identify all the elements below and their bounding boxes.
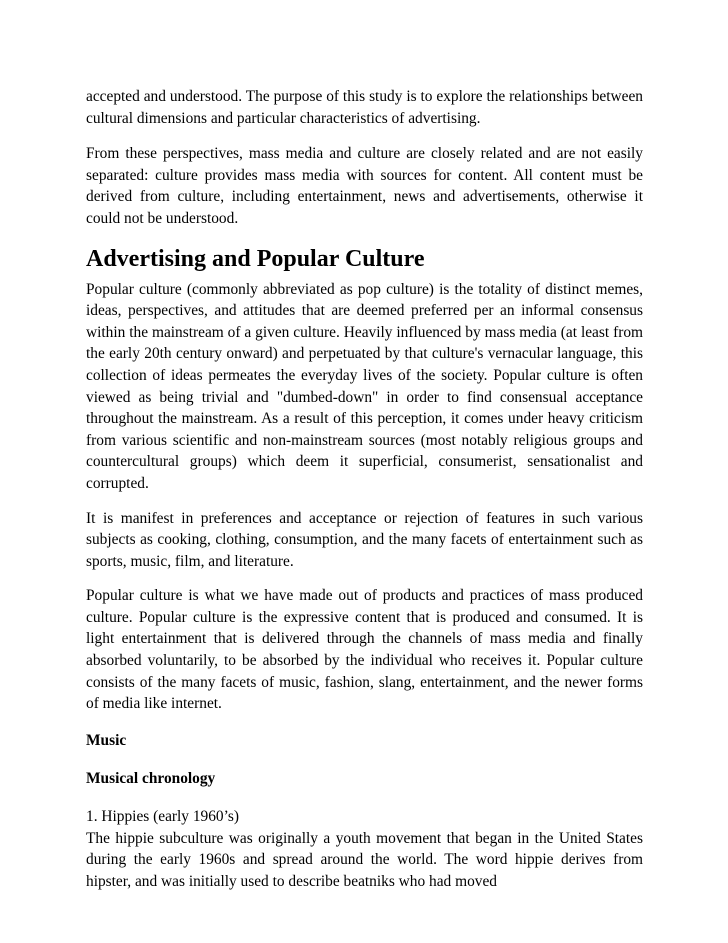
- section-heading: Advertising and Popular Culture: [86, 245, 425, 272]
- subheading-music: Music: [86, 731, 127, 749]
- paragraph-popular-culture-definition: Popular culture (commonly abbreviated as pop culture) is the totality of distinct memes, ideas, perspectives, and attitudes that are deemed preferred per an informal consensus within the mainstream of a given culture. Heavily influenced by mass media (at least from the early 20th century onward) and perpetuated by that culture's vernacular language, this collection of ideas permeates the everyday lives of the society. Popular culture is often viewed as being trivial and "dumbed-down" in order to find consensual acceptance throughout the mainstream. As a result of this perception, it comes under heavy criticism from various scientific and non-mainstream sources (most notably religious groups and countercultural groups) which deem it superficial, consumerist, sensationalist and corrupted.: [86, 280, 643, 492]
- paragraph-mass-produced: Popular culture is what we have made out of products and practices of mass produced culture. Popular culture is the expressive content that is produced and consumed. It is light entertainment that is delivered through the channels of mass media and finally absorbed voluntarily, to be absorbed by the individual who receives it. Popular culture consists of the many facets of music, fashion, slang, entertainment, and the newer forms of media like internet.: [86, 587, 643, 713]
- paragraph-manifest: It is manifest in preferences and acceptance or rejection of features in such various subjects as cooking, clothing, consumption, and the many facets of entertainment such as sports, music, film, and literature.: [86, 509, 643, 570]
- list-item-hippies: 1. Hippies (early 1960’s): [86, 808, 240, 826]
- subheading-musical-chronology: Musical chronology: [86, 770, 216, 788]
- document-page: [86, 86, 643, 892]
- paragraph-hippie-subculture: The hippie subculture was originally a youth movement that began in the United States during the early 1960s and spread around the world. The word hippie derives from hipster, and was initially used to describe beatniks who had moved: [86, 829, 643, 890]
- paragraph-media-culture: From these perspectives, mass media and culture are closely related and are not easily separated: culture provides mass media with sources for content. All content must be derived from culture, including entertainment, news and advertisements, otherwise it could not be understood.: [86, 145, 643, 227]
- paragraph-intro-end: accepted and understood. The purpose of this study is to explore the relationships between cultural dimensions and particular characteristics of advertising.: [86, 88, 643, 127]
